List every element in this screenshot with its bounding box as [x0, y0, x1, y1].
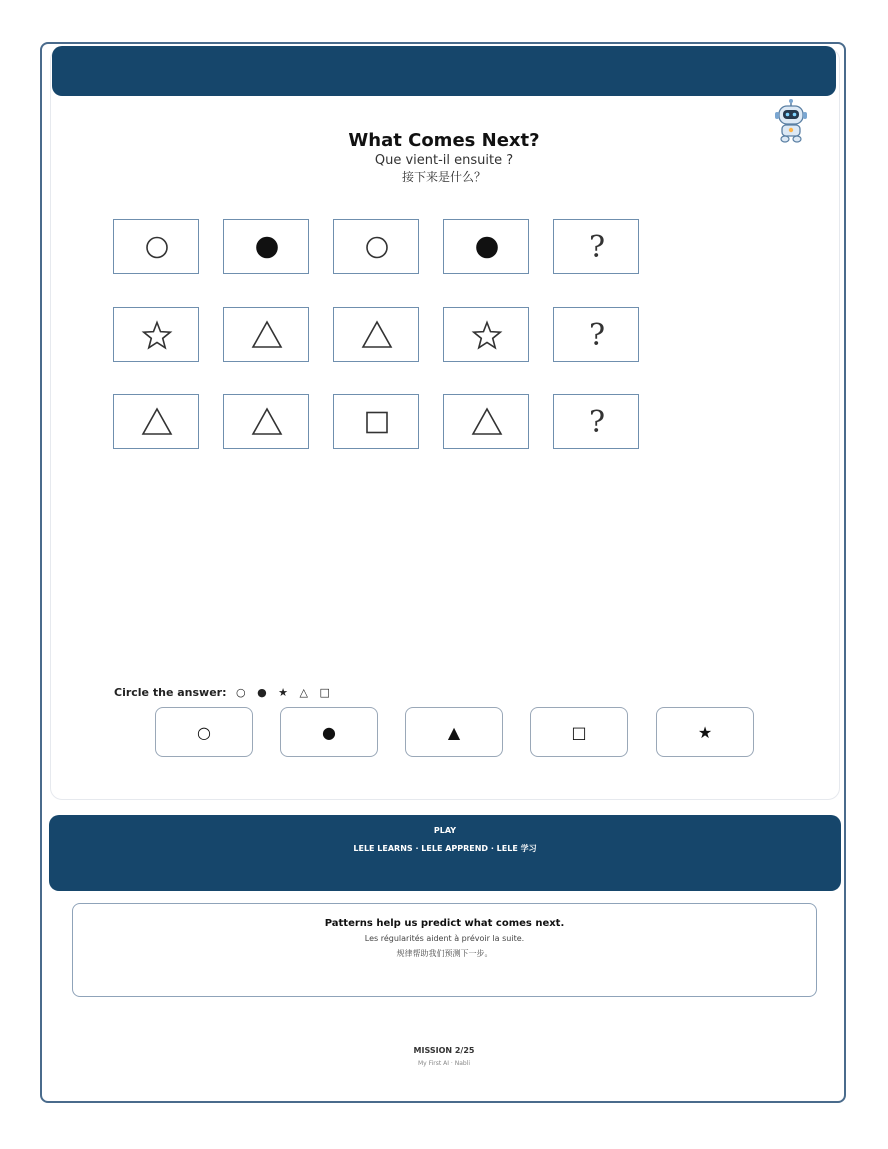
answer-option-button[interactable]: ★: [656, 707, 754, 757]
pattern-cell: [333, 307, 419, 362]
pattern-cell: [443, 219, 529, 274]
pattern-cell: [113, 394, 199, 449]
page-title: What Comes Next?: [348, 130, 540, 151]
circle-filled-icon: [224, 220, 310, 275]
pattern-cell: [443, 394, 529, 449]
title-block: [0, 130, 888, 186]
star-outline-icon: [114, 308, 200, 363]
pattern-cell: [223, 307, 309, 362]
triangle-outline-icon: [444, 395, 530, 450]
tip-chinese: 规律帮助我们预测下一步。: [396, 949, 493, 958]
answer-label: Circle the answer:: [114, 686, 227, 699]
answer-blank-cell[interactable]: [553, 307, 639, 362]
pattern-cell: [113, 219, 199, 274]
answer-blank-cell[interactable]: [553, 219, 639, 274]
play-title: PLAY: [433, 826, 457, 835]
footer: [0, 1044, 888, 1070]
circle-outline-icon: [334, 220, 420, 275]
answer-glyph-hint: ○ ● ★ △ □: [235, 686, 334, 699]
pattern-cell: [113, 307, 199, 362]
triangle-outline-icon: [224, 395, 310, 450]
pattern-cell: [443, 307, 529, 362]
pattern-cell: [333, 219, 419, 274]
footer-credit: My First AI · Nabli: [417, 1060, 471, 1067]
page-subtitle-zh: 接下来是什么？: [401, 170, 486, 184]
question-mark: ?: [588, 318, 606, 353]
pattern-cell: [223, 394, 309, 449]
header-bar: [52, 46, 836, 96]
triangle-outline-icon: [114, 395, 200, 450]
answer-option-button[interactable]: ○: [155, 707, 253, 757]
pattern-cell: [333, 394, 419, 449]
answer-option-button[interactable]: □: [530, 707, 628, 757]
page-subtitle-fr: Que vient-il ensuite ?: [374, 153, 514, 168]
answer-option-button[interactable]: ▲: [405, 707, 503, 757]
circle-outline-icon: [114, 220, 200, 275]
square-outline-icon: [334, 395, 420, 450]
triangle-outline-icon: [334, 308, 420, 363]
question-mark: ?: [588, 405, 606, 440]
pattern-row: [113, 307, 643, 363]
tip-english: Patterns help us predict what comes next.: [324, 918, 565, 929]
answer-prompt: [114, 686, 334, 699]
circle-filled-icon: [444, 220, 530, 275]
question-mark: ?: [588, 230, 606, 265]
pattern-cell: [223, 219, 309, 274]
star-outline-icon: [444, 308, 530, 363]
pattern-row: [113, 219, 643, 275]
answer-option-button[interactable]: ●: [280, 707, 378, 757]
mission-counter: MISSION 2/25: [413, 1046, 475, 1055]
triangle-outline-icon: [224, 308, 310, 363]
answer-blank-cell[interactable]: [553, 394, 639, 449]
pattern-row: [113, 394, 643, 450]
tip-french: Les régularités aident à prévoir la suite.: [364, 934, 525, 943]
tip-box: [72, 903, 817, 997]
play-subtitle: LELE LEARNS · LELE APPREND · LELE 学习: [353, 844, 537, 853]
